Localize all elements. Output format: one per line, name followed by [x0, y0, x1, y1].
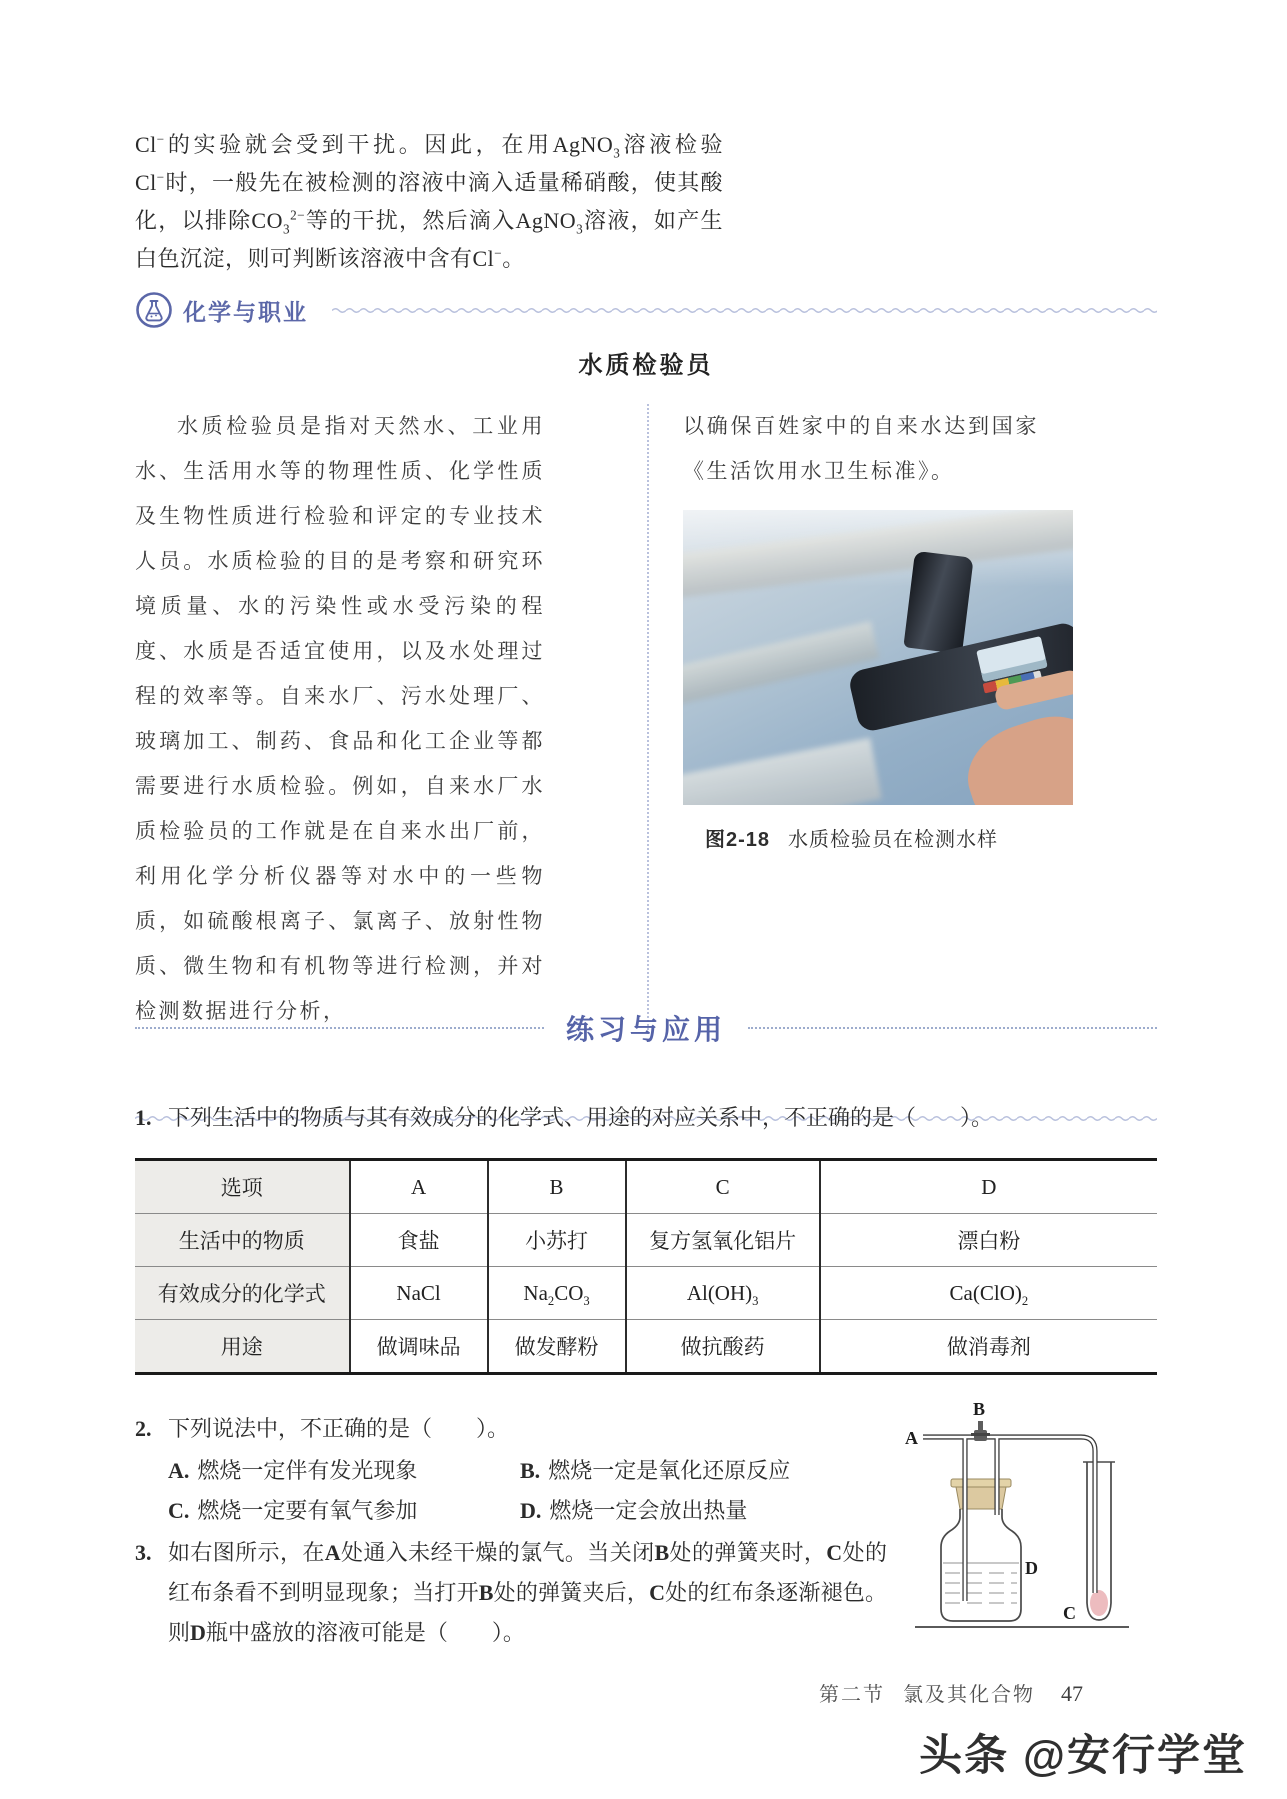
diagram-label-d: D [1025, 1558, 1038, 1578]
table-cell: $Ca(ClO)_2$ [820, 1267, 1157, 1320]
table-cell: 漂白粉 [820, 1214, 1157, 1267]
dotted-rule-left [135, 1027, 544, 1029]
gas-apparatus-diagram [903, 1397, 1141, 1639]
photo-sensor-cylinder [903, 551, 973, 655]
career-right-column [649, 404, 1157, 1034]
table-cell: $Na_2CO_3$ [488, 1267, 626, 1320]
career-columns [135, 404, 1157, 1034]
question-2 [135, 1409, 887, 1449]
table-cell: 小苏打 [488, 1214, 626, 1267]
watermark: 头条 @安行学堂 [919, 1732, 1247, 1780]
photo-walkway-top [683, 510, 1073, 599]
figure-caption [705, 823, 1157, 852]
footer-chapter: 氯及其化合物 [903, 1684, 1035, 1706]
page-number: 47 [1061, 1681, 1083, 1706]
diagram-label-c: C [1063, 1603, 1076, 1623]
table-header-row [135, 1160, 1157, 1214]
row-label-cell: 用途 [135, 1320, 350, 1374]
figure-photo-water-tester [683, 510, 1073, 805]
dotted-rule-right [748, 1027, 1157, 1029]
option-d: D. 燃烧一定会放出热量 [520, 1498, 748, 1523]
table-row-use [135, 1320, 1157, 1374]
exercises-header [135, 1008, 1157, 1048]
test-tube [1083, 1462, 1115, 1620]
row-label-cell: 有效成分的化学式 [135, 1267, 350, 1320]
table-cell: 做抗酸药 [626, 1320, 820, 1374]
career-title: 水质检验员 [578, 352, 714, 379]
table-cell: 做发酵粉 [488, 1320, 626, 1374]
table-header-cell: C [626, 1160, 820, 1214]
question-3-number: 3. [135, 1540, 152, 1565]
table-cell: 做消毒剂 [820, 1320, 1157, 1374]
exercises-section [135, 1008, 1157, 1653]
question-2-options [168, 1451, 887, 1531]
career-badge-label: 化学与职业 [183, 298, 308, 325]
photo-hand [955, 704, 1073, 805]
option-c: C. 燃烧一定要有氧气参加 [168, 1498, 418, 1523]
question-3-text: 如右图所示，在A处通入未经干燥的氯气。当关闭B处的弹簧夹时，C处的红布条看不到明显现象；当打开B处的弹簧夹后，C处的红布条逐渐褪色。则D瓶中盛放的溶液可能是（ ）。 [168, 1540, 887, 1645]
question-1 [135, 1098, 1157, 1138]
table-cell: $Al(OH)_3$ [626, 1267, 820, 1320]
question-1-number: 1. [135, 1105, 152, 1130]
red-cloth [1090, 1590, 1108, 1616]
page-footer [819, 1678, 1083, 1707]
intro-paragraph: Cl−的实验就会受到干扰。因此，在用AgNO$_3$溶液检验Cl−时，一般先在被检测的溶液中滴入适量稀硝酸，使其酸化，以排除$CO_3^{2-}$等的干扰，然后滴入AgNO$_3$溶液，如产生白色沉淀，则可判断该溶液中含有Cl−。 [135, 131, 723, 271]
table-header-cell: 选项 [135, 1160, 350, 1214]
diagram-label-a: A [905, 1428, 918, 1448]
option-a: A. 燃烧一定伴有发光现象 [168, 1458, 418, 1483]
exercises-title: 练习与应用 [566, 1014, 727, 1045]
table-row-substance [135, 1214, 1157, 1267]
table-header-cell: A [350, 1160, 488, 1214]
question-1-table [135, 1158, 1157, 1375]
table-cell: 做调味品 [350, 1320, 488, 1374]
rubber-stopper [951, 1479, 1011, 1509]
question-1-text: 下列生活中的物质与其有效成分的化学式、用途的对应关系中，不正确的是（ ）。 [168, 1105, 994, 1130]
photo-walkway-bottom [683, 738, 882, 805]
table-cell: 复方氢氧化铝片 [626, 1214, 820, 1267]
glass-tubing [923, 1437, 1095, 1601]
photo-walkway-mid [683, 621, 879, 709]
table-row-formula [135, 1267, 1157, 1320]
figure-caption-text: 水质检验员在检测水样 [788, 829, 999, 851]
question-2-number: 2. [135, 1416, 152, 1441]
career-section [135, 291, 1157, 1123]
question-2-text: 下列说法中，不正确的是（ ）。 [168, 1416, 510, 1441]
career-section-header [135, 291, 1157, 329]
table-header-cell: B [488, 1160, 626, 1214]
career-text-left: 水质检验员是指对天然水、工业用水、生活用水等的物理性质、化学性质及生物性质进行检验和评定的专业技术人员。水质检验的目的是考察和研究环境质量、水的污染性或水受污染的程度、水质是否适宜使用，以及水处理过程的效率等。自来水厂、污水处理厂、玻璃加工、制药、食品和化工企业等都需要进行水质检验。例如，自来水厂水质检验员的工作就是在自来水出厂前，利用化学分析仪器等对水中的一些物质，如硫酸根离子、氯离子、放射性物质、微生物和有机物等进行检测，并对检测数据进行分析， [135, 414, 545, 1023]
table-header-cell: D [820, 1160, 1157, 1214]
table-cell: NaCl [350, 1267, 488, 1320]
option-b: B. 燃烧一定是氧化还原反应 [520, 1458, 791, 1483]
table-cell: 食盐 [350, 1214, 488, 1267]
figure-number: 图2-18 [705, 829, 771, 851]
wash-bottle [941, 1509, 1021, 1621]
wavy-rule [332, 306, 1157, 315]
diagram-label-b: B [973, 1399, 986, 1419]
career-text-right: 以确保百姓家中的自来水达到国家《生活饮用水卫生标准》。 [683, 414, 1039, 483]
liquid-in-bottle [943, 1563, 1019, 1603]
questions-2-3-block [135, 1399, 1157, 1653]
row-label-cell: 生活中的物质 [135, 1214, 350, 1267]
flask-circle-icon [135, 291, 173, 329]
footer-section: 第二节 [819, 1684, 885, 1706]
question-3 [135, 1533, 887, 1653]
